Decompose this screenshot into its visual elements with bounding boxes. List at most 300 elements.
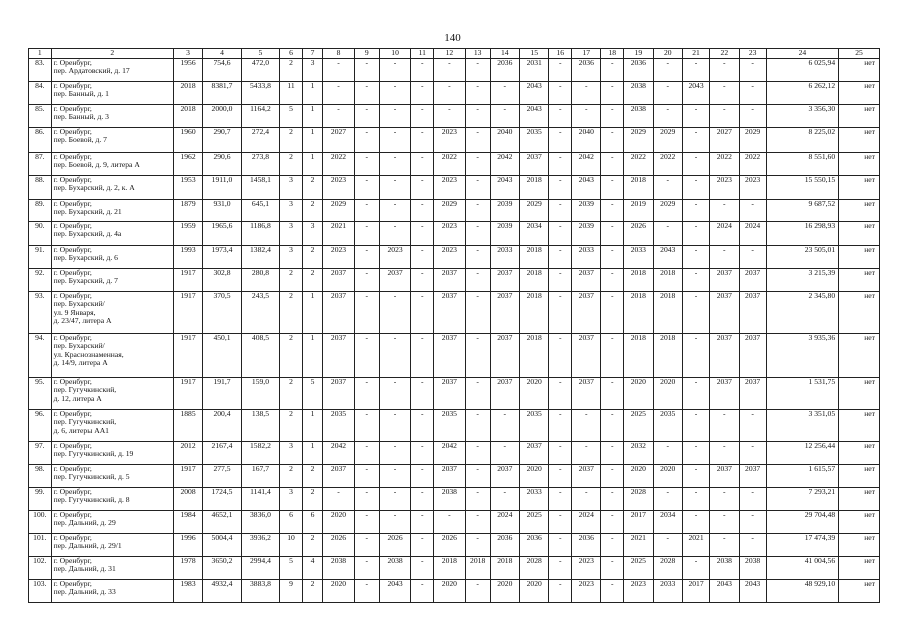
address-line: пер. Бухарский, д. 7 <box>53 276 118 286</box>
data-cell: - <box>411 580 434 603</box>
housing-table <box>28 48 880 603</box>
data-cell: - <box>682 128 709 153</box>
data-cell: - <box>465 128 490 153</box>
data-cell: 1917 <box>173 465 202 488</box>
table-row <box>29 246 880 269</box>
data-cell: 3 <box>280 488 303 511</box>
data-cell: - <box>379 442 411 465</box>
data-cell: 2 <box>280 378 303 410</box>
column-header: 14 <box>490 49 519 59</box>
data-cell: 1959 <box>173 222 202 246</box>
data-cell: - <box>354 82 379 105</box>
address-line: г. Оренбург, <box>53 104 92 113</box>
data-cell: - <box>572 105 601 128</box>
data-cell: - <box>601 222 624 246</box>
data-cell: - <box>379 511 411 534</box>
data-cell: 2037 <box>572 292 601 334</box>
data-cell: - <box>465 82 490 105</box>
table-row <box>29 59 880 82</box>
data-cell: 450,1 <box>203 334 241 378</box>
data-cell: 1879 <box>173 200 202 222</box>
data-cell: 2043 <box>520 105 549 128</box>
data-cell: 17 474,39 <box>766 534 838 557</box>
data-cell: 2027 <box>710 128 739 153</box>
data-cell: - <box>411 292 434 334</box>
data-cell: 2037 <box>434 378 466 410</box>
column-header: 6 <box>280 49 303 59</box>
row-number: 96. <box>29 410 52 442</box>
data-cell: 3650,2 <box>203 557 241 580</box>
data-cell: - <box>411 511 434 534</box>
data-cell: 1 <box>302 82 322 105</box>
data-cell: 6 <box>302 511 322 534</box>
data-cell: 1962 <box>173 153 202 176</box>
address-line: пер. Гугучкинский, <box>53 385 117 395</box>
data-cell: - <box>682 153 709 176</box>
data-cell: - <box>411 465 434 488</box>
data-cell: 273,8 <box>241 153 279 176</box>
column-header: 17 <box>572 49 601 59</box>
address-line: пер. Гугучкинский, д. 19 <box>53 449 134 459</box>
column-header: 1 <box>29 49 52 59</box>
data-cell: 6 262,12 <box>766 82 838 105</box>
data-cell: 2020 <box>490 580 519 603</box>
data-cell: - <box>549 176 572 200</box>
data-cell: 2035 <box>323 410 355 442</box>
data-cell: 6 025,94 <box>766 59 838 82</box>
data-cell: - <box>739 82 766 105</box>
column-header: 5 <box>241 49 279 59</box>
address-line: пер. Дальний, д. 29 <box>53 518 116 528</box>
data-cell: - <box>682 334 709 378</box>
data-cell: 4652,1 <box>203 511 241 534</box>
data-cell: 2039 <box>572 200 601 222</box>
data-cell: 2038 <box>434 488 466 511</box>
data-cell: - <box>411 153 434 176</box>
table-row <box>29 442 880 465</box>
data-cell: - <box>354 511 379 534</box>
address-cell <box>51 557 173 580</box>
column-header: 15 <box>520 49 549 59</box>
data-cell: 2037 <box>323 465 355 488</box>
data-cell: - <box>549 534 572 557</box>
column-header: 8 <box>323 49 355 59</box>
data-cell: 23 505,01 <box>766 246 838 269</box>
data-cell: 1 <box>302 105 322 128</box>
data-cell: 2042 <box>323 442 355 465</box>
data-cell: 2994,4 <box>241 557 279 580</box>
data-cell: 1965,6 <box>203 222 241 246</box>
data-cell: - <box>601 176 624 200</box>
table-body <box>29 59 880 603</box>
data-cell: - <box>434 511 466 534</box>
data-cell: 2037 <box>434 465 466 488</box>
data-cell: - <box>682 557 709 580</box>
data-cell: - <box>549 334 572 378</box>
data-cell: 2037 <box>520 442 549 465</box>
column-header: 23 <box>739 49 766 59</box>
address-line: д. 14/9, литера А <box>53 358 108 368</box>
address-cell <box>51 269 173 292</box>
data-cell: 2026 <box>379 534 411 557</box>
address-line: г. Оренбург, <box>53 333 92 342</box>
data-cell: - <box>323 488 355 511</box>
row-number: 102. <box>29 557 52 580</box>
data-cell: 2023 <box>379 246 411 269</box>
table-row <box>29 534 880 557</box>
data-cell: 2028 <box>624 488 653 511</box>
data-cell: 2034 <box>520 222 549 246</box>
data-cell: 2037 <box>710 292 739 334</box>
data-cell: 2038 <box>379 557 411 580</box>
data-cell: 2017 <box>624 511 653 534</box>
data-cell: 3 351,05 <box>766 410 838 442</box>
data-cell: - <box>379 105 411 128</box>
data-cell: - <box>601 378 624 410</box>
address-cell <box>51 378 173 410</box>
data-cell: 2029 <box>624 128 653 153</box>
data-cell: - <box>434 82 466 105</box>
data-cell: 1917 <box>173 334 202 378</box>
data-cell: - <box>739 534 766 557</box>
row-number: 100. <box>29 511 52 534</box>
data-cell: 5 <box>280 557 303 580</box>
row-number: 98. <box>29 465 52 488</box>
column-header: 13 <box>465 49 490 59</box>
data-cell: - <box>465 534 490 557</box>
data-cell: 2025 <box>624 557 653 580</box>
data-cell: - <box>490 410 519 442</box>
address-line: пер. Бухарский/ <box>53 299 105 309</box>
data-cell: 2023 <box>624 580 653 603</box>
row-number: 95. <box>29 378 52 410</box>
data-cell: - <box>739 105 766 128</box>
row-number: 87. <box>29 153 52 176</box>
table-row <box>29 200 880 222</box>
data-cell: 1 <box>302 410 322 442</box>
data-cell: - <box>354 269 379 292</box>
data-cell: - <box>354 410 379 442</box>
data-cell: - <box>549 465 572 488</box>
data-cell: 12 256,44 <box>766 442 838 465</box>
data-cell: - <box>653 59 682 82</box>
data-cell: - <box>710 59 739 82</box>
address-cell <box>51 334 173 378</box>
column-header: 16 <box>549 49 572 59</box>
data-cell: 3 356,30 <box>766 105 838 128</box>
table-row <box>29 128 880 153</box>
data-cell: 2032 <box>624 442 653 465</box>
data-cell: - <box>379 153 411 176</box>
column-header: 12 <box>434 49 466 59</box>
data-cell: - <box>601 82 624 105</box>
data-cell: нет <box>839 128 880 153</box>
data-cell: 1 615,57 <box>766 465 838 488</box>
data-cell: 3 <box>302 59 322 82</box>
data-cell: 3 935,36 <box>766 334 838 378</box>
data-cell: - <box>710 82 739 105</box>
data-cell: 16 298,93 <box>766 222 838 246</box>
data-cell: 2018 <box>653 292 682 334</box>
data-cell: 2021 <box>682 534 709 557</box>
data-cell: нет <box>839 580 880 603</box>
data-cell: 2037 <box>739 269 766 292</box>
data-cell: 2037 <box>739 292 766 334</box>
data-cell: - <box>549 200 572 222</box>
data-cell: 2 <box>302 580 322 603</box>
data-cell: - <box>682 246 709 269</box>
data-cell: - <box>411 557 434 580</box>
data-cell: 2034 <box>653 511 682 534</box>
address-line: д. 23/47, литера А <box>53 316 112 326</box>
data-cell: 1978 <box>173 557 202 580</box>
address-line: пер. Ардатовский, д. 17 <box>53 66 130 76</box>
data-cell: - <box>549 246 572 269</box>
column-header: 2 <box>51 49 173 59</box>
data-cell: 2039 <box>490 222 519 246</box>
address-line: пер. Бухарский, д. 21 <box>53 207 122 217</box>
data-cell: 2029 <box>434 200 466 222</box>
address-cell <box>51 410 173 442</box>
data-cell: 1186,8 <box>241 222 279 246</box>
data-cell: - <box>710 246 739 269</box>
address-line: г. Оренбург, <box>53 199 92 208</box>
data-cell: 408,5 <box>241 334 279 378</box>
data-cell: 3 <box>302 222 322 246</box>
address-line: пер. Боевой, д. 9, литера А <box>53 160 140 170</box>
address-line: пер. Банный, д. 3 <box>53 112 109 122</box>
address-line: г. Оренбург, <box>53 510 92 519</box>
data-cell: 1 <box>302 153 322 176</box>
data-cell: - <box>465 488 490 511</box>
address-line: пер. Боевой, д. 7 <box>53 135 107 145</box>
data-cell: 2019 <box>624 200 653 222</box>
data-cell: 2018 <box>653 269 682 292</box>
data-cell: 2040 <box>572 128 601 153</box>
column-header: 19 <box>624 49 653 59</box>
data-cell: 2028 <box>653 557 682 580</box>
data-cell: 2020 <box>653 378 682 410</box>
data-cell: - <box>601 105 624 128</box>
address-line: г. Оренбург, <box>53 409 92 418</box>
data-cell: 2018 <box>624 292 653 334</box>
data-cell: - <box>601 246 624 269</box>
data-cell: 2020 <box>653 465 682 488</box>
data-cell: 2029 <box>739 128 766 153</box>
data-cell: 2022 <box>739 153 766 176</box>
data-cell: 2037 <box>710 269 739 292</box>
row-number: 97. <box>29 442 52 465</box>
data-cell: нет <box>839 334 880 378</box>
data-cell: - <box>549 82 572 105</box>
data-cell: 2037 <box>490 269 519 292</box>
data-cell: 2026 <box>624 222 653 246</box>
data-cell: 2 <box>302 200 322 222</box>
data-cell: 6 <box>280 511 303 534</box>
data-cell: 2 <box>302 465 322 488</box>
data-cell: - <box>739 442 766 465</box>
column-header: 25 <box>839 49 880 59</box>
data-cell: - <box>710 488 739 511</box>
data-cell: - <box>549 488 572 511</box>
table-row <box>29 465 880 488</box>
column-header: 7 <box>302 49 322 59</box>
data-cell: 5004,4 <box>203 534 241 557</box>
data-cell: 2022 <box>434 153 466 176</box>
data-cell: - <box>682 222 709 246</box>
data-cell: - <box>549 511 572 534</box>
data-cell: - <box>354 378 379 410</box>
data-cell: 1993 <box>173 246 202 269</box>
data-cell: - <box>411 378 434 410</box>
data-cell: - <box>601 292 624 334</box>
data-cell: - <box>549 292 572 334</box>
data-cell: 2036 <box>624 59 653 82</box>
address-line: г. Оренбург, <box>53 441 92 450</box>
data-cell: 5 <box>302 378 322 410</box>
data-cell: 200,4 <box>203 410 241 442</box>
row-number: 101. <box>29 534 52 557</box>
data-cell: 2027 <box>323 128 355 153</box>
address-cell <box>51 222 173 246</box>
data-cell: - <box>465 222 490 246</box>
data-cell: 2 <box>280 292 303 334</box>
data-cell: - <box>653 82 682 105</box>
address-line: пер. Гугучкинский, д. 5 <box>53 472 130 482</box>
data-cell: 48 929,10 <box>766 580 838 603</box>
data-cell: 2024 <box>572 511 601 534</box>
data-cell: 2037 <box>323 269 355 292</box>
data-cell: - <box>465 511 490 534</box>
data-cell: 2024 <box>490 511 519 534</box>
data-cell: - <box>411 410 434 442</box>
data-cell: - <box>682 105 709 128</box>
data-cell: - <box>549 410 572 442</box>
address-line: пер. Гугучкинский, д. 8 <box>53 495 130 505</box>
data-cell: - <box>601 59 624 82</box>
address-cell <box>51 580 173 603</box>
data-cell: - <box>653 105 682 128</box>
data-cell: 2036 <box>520 534 549 557</box>
data-cell: нет <box>839 82 880 105</box>
data-cell: 2018 <box>490 557 519 580</box>
data-cell: 1917 <box>173 269 202 292</box>
data-cell: - <box>710 105 739 128</box>
data-cell: - <box>682 465 709 488</box>
data-cell: 1983 <box>173 580 202 603</box>
data-cell: - <box>411 269 434 292</box>
data-cell: - <box>465 465 490 488</box>
data-cell: 11 <box>280 82 303 105</box>
data-cell: - <box>682 292 709 334</box>
data-cell: 2042 <box>490 153 519 176</box>
data-cell: - <box>379 176 411 200</box>
table-row <box>29 269 880 292</box>
data-cell: 2018 <box>465 557 490 580</box>
data-cell: 2037 <box>490 292 519 334</box>
data-cell: - <box>354 442 379 465</box>
data-cell: 2018 <box>173 82 202 105</box>
address-line: г. Оренбург, <box>53 245 92 254</box>
data-cell: 3936,2 <box>241 534 279 557</box>
data-cell: - <box>601 334 624 378</box>
data-cell: 2037 <box>434 292 466 334</box>
column-number-row <box>29 49 880 59</box>
data-cell: - <box>549 580 572 603</box>
data-cell: 2 <box>302 176 322 200</box>
data-cell: 1885 <box>173 410 202 442</box>
data-cell: 2026 <box>323 534 355 557</box>
data-cell: 2037 <box>572 334 601 378</box>
data-cell: 2020 <box>520 580 549 603</box>
data-cell: 1164,2 <box>241 105 279 128</box>
data-cell: 1917 <box>173 292 202 334</box>
data-cell: - <box>411 59 434 82</box>
data-cell: 2039 <box>572 222 601 246</box>
data-cell: 5 <box>280 105 303 128</box>
table-row <box>29 222 880 246</box>
data-cell: - <box>710 511 739 534</box>
data-cell: - <box>379 410 411 442</box>
address-line: пер. Бухарский/ <box>53 341 105 351</box>
row-number: 93. <box>29 292 52 334</box>
data-cell: - <box>549 378 572 410</box>
data-cell: 2035 <box>520 410 549 442</box>
data-cell: - <box>434 59 466 82</box>
address-line: г. Оренбург, <box>53 221 92 230</box>
address-cell <box>51 246 173 269</box>
data-cell: 3 <box>280 200 303 222</box>
table-row <box>29 511 880 534</box>
data-cell: нет <box>839 269 880 292</box>
data-cell: 2033 <box>520 488 549 511</box>
data-cell: - <box>379 488 411 511</box>
data-cell: 2000,0 <box>203 105 241 128</box>
data-cell: 1582,2 <box>241 442 279 465</box>
data-cell: 3836,0 <box>241 511 279 534</box>
data-cell: 2038 <box>710 557 739 580</box>
address-line: г. Оренбург, <box>53 58 92 67</box>
data-cell: 2 <box>280 59 303 82</box>
data-cell: - <box>682 488 709 511</box>
data-cell: 2018 <box>434 557 466 580</box>
data-cell: 4932,4 <box>203 580 241 603</box>
data-cell: 2026 <box>434 534 466 557</box>
data-cell: - <box>490 488 519 511</box>
data-cell: 2024 <box>739 222 766 246</box>
data-cell: 3 <box>280 176 303 200</box>
row-number: 84. <box>29 82 52 105</box>
data-cell: 2018 <box>624 269 653 292</box>
data-cell: - <box>465 269 490 292</box>
data-cell: 2042 <box>572 153 601 176</box>
data-cell: - <box>549 105 572 128</box>
data-cell: - <box>682 269 709 292</box>
data-cell: 2040 <box>490 128 519 153</box>
data-cell: 2 <box>280 153 303 176</box>
data-cell: нет <box>839 442 880 465</box>
data-cell: - <box>354 534 379 557</box>
data-cell: - <box>354 222 379 246</box>
data-cell: - <box>682 511 709 534</box>
data-cell: - <box>710 410 739 442</box>
data-cell: 2037 <box>739 334 766 378</box>
address-line: пер. Бухарский, д. 6 <box>53 253 118 263</box>
data-cell: нет <box>839 153 880 176</box>
address-cell <box>51 488 173 511</box>
data-cell: 2038 <box>323 557 355 580</box>
address-line: г. Оренбург, <box>53 377 92 386</box>
